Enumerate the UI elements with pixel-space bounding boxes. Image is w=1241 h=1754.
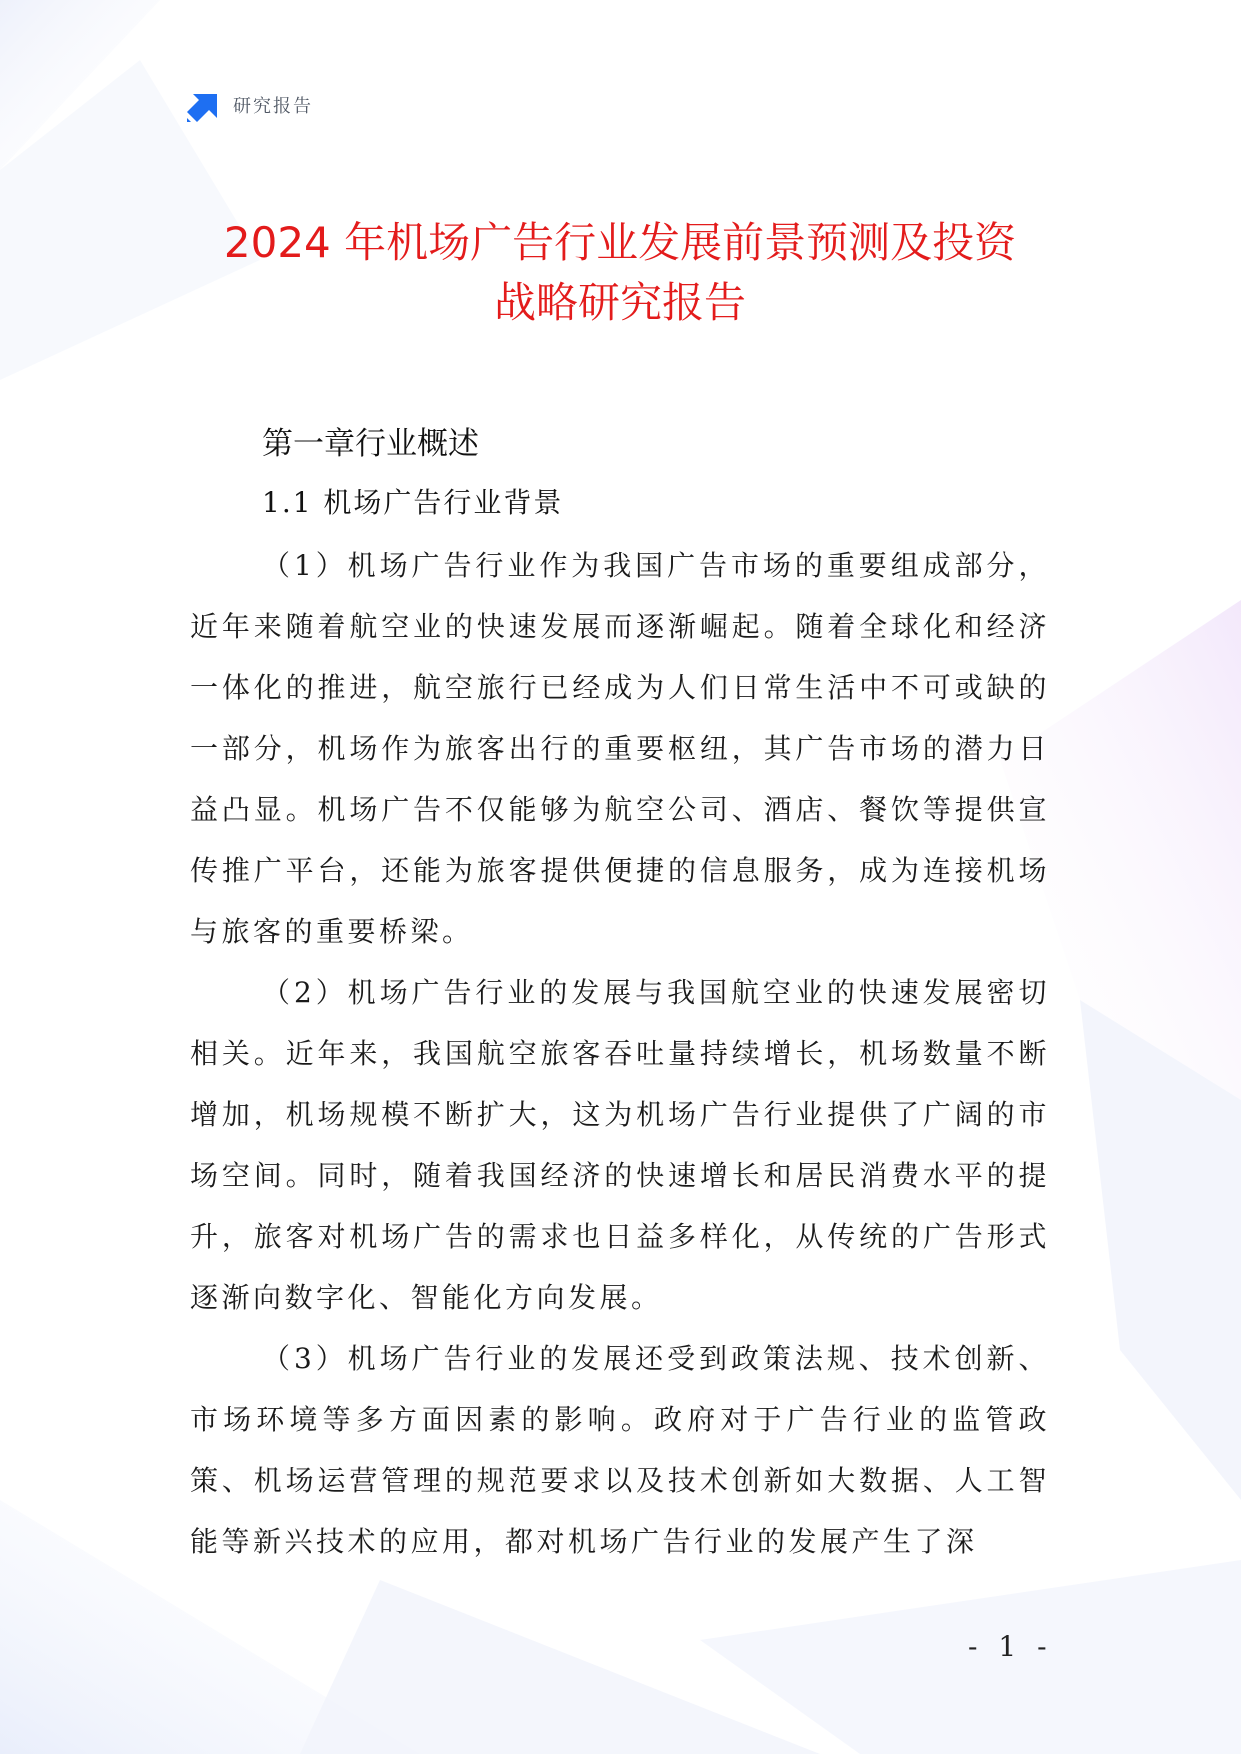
document-title <box>150 213 1090 333</box>
paragraph-1: （1）机场广告行业作为我国广告市场的重要组成部分，近年来随着航空业的快速发展而逐渐崛起。随着全球化和经济一体化的推进，航空旅行已经成为人们日常生活中不可或缺的一部分，机场作为旅客出行的重要枢纽，其广告市场的潜力日益凸显。机场广告不仅能够为航空公司、酒店、餐饮等提供宣传推广平台，还能为旅客提供便捷的信息服务，成为连接机场与旅客的重要桥梁。 <box>190 549 1050 948</box>
page-number: - 1 - <box>968 1630 1053 1663</box>
body-text <box>190 535 1050 1572</box>
title-line-2: 战略研究报告 <box>493 278 746 327</box>
header-label: 研究报告 <box>233 96 313 117</box>
chapter-heading: 第一章行业概述 <box>262 426 479 462</box>
section-heading: 1.1 机场广告行业背景 <box>262 486 564 519</box>
paragraph-2: （2）机场广告行业的发展与我国航空业的快速发展密切相关。近年来，我国航空旅客吞吐量持续增长，机场数量不断增加，机场规模不断扩大，这为机场广告行业提供了广阔的市场空间。同时，随着我国经济的快速增长和居民消费水平的提升，旅客对机场广告的需求也日益多样化，从传统的广告形式逐渐向数字化、智能化方向发展。 <box>190 976 1050 1314</box>
report-header <box>187 88 313 122</box>
paragraph-3: （3）机场广告行业的发展还受到政策法规、技术创新、市场环境等多方面因素的影响。政府对于广告行业的监管政策、机场运营管理的规范要求以及技术创新如大数据、人工智能等新兴技术的应用，都对机场广告行业的发展产生了深 <box>190 1342 1050 1558</box>
arrow-up-right-icon <box>187 88 221 122</box>
title-line-1: 2024 年机场广告行业发展前景预测及投资 <box>223 218 1017 267</box>
